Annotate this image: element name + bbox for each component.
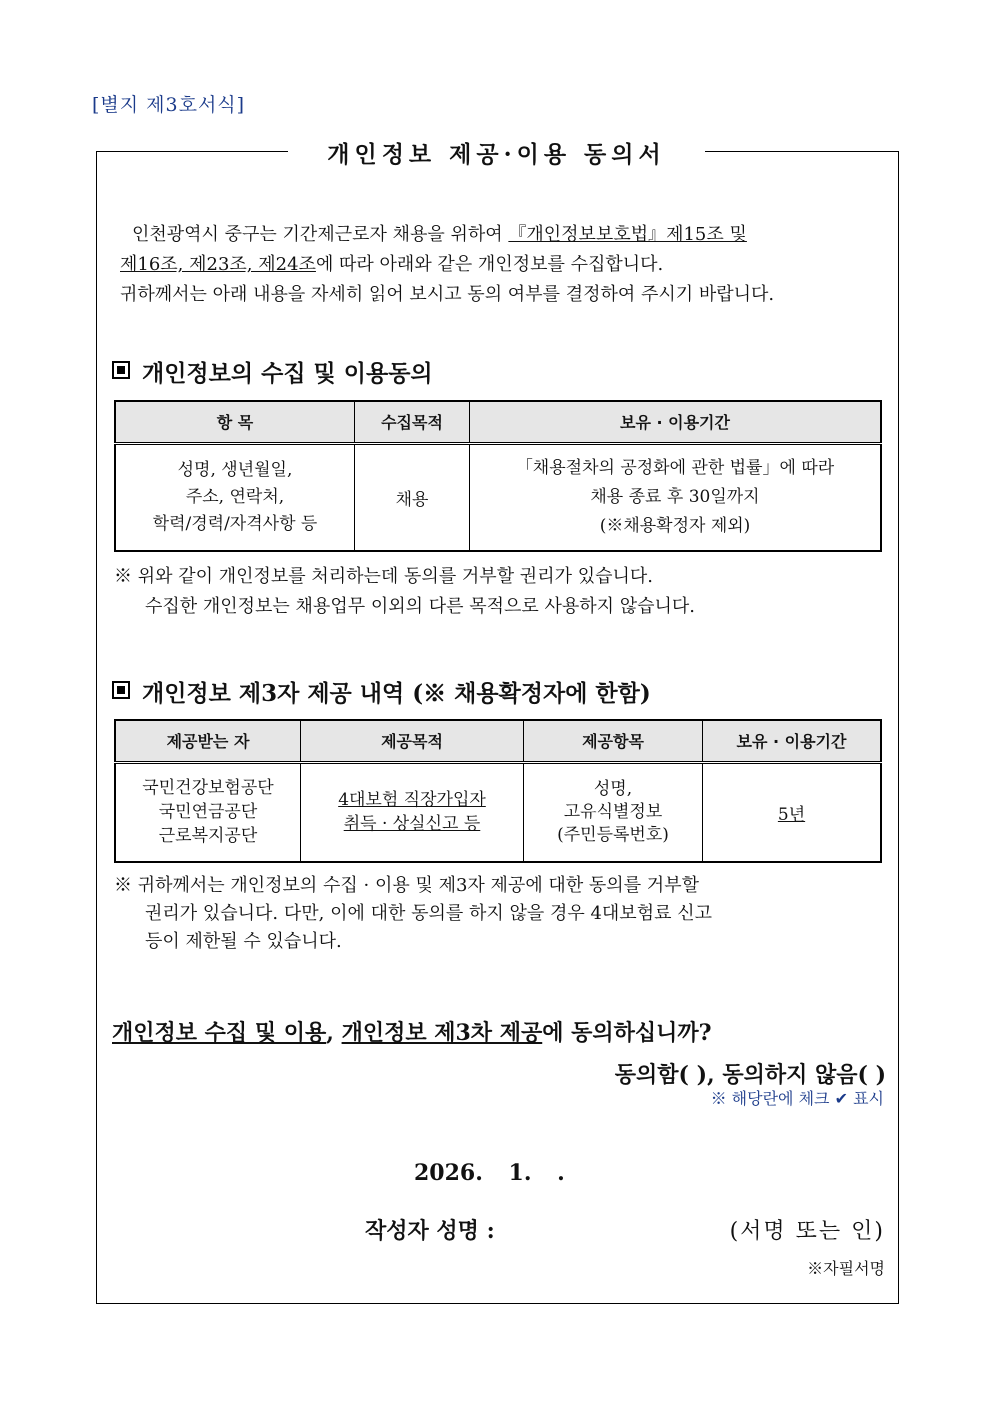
autograph-note: ※자필서명 (807, 1259, 885, 1278)
section2-note: ※ 귀하께서는 개인정보의 수집 · 이용 및 제3자 제공에 대한 동의를 거부할 권리가 있습니다. 다만, 이에 대한 동의를 하지 않을 경우 4대보험료 신고 등이 제한될 수 있습니다. (114, 875, 712, 952)
filled-square-icon (112, 361, 130, 379)
section1-title: 개인정보의 수집 및 이용동의 (112, 355, 433, 388)
law-articles: 제16조, 제23조, 제24조 (120, 254, 316, 275)
frame-top-left-line (96, 151, 288, 152)
frame-top-right-line (705, 151, 899, 152)
consent-options[interactable]: 동의함( ), 동의하지 않음( ) (614, 1062, 886, 1088)
check-instruction: ※ 해당란에 체크 ✔ 표시 (710, 1089, 884, 1108)
retention-period-cell: 「채용절차의 공정화에 관한 법률」에 따라 채용 종료 후 30일까지 (※채용확정자 제외) (470, 443, 882, 551)
section1-note: ※ 위와 같이 개인정보를 처리하는데 동의를 거부할 권리가 있습니다. 수집한 개인정보는 채용업무 이외의 다른 목적으로 사용하지 않습니다. (114, 566, 696, 617)
header-period: 보유 · 이용기간 (470, 401, 882, 443)
third-party-table (114, 719, 882, 863)
law-reference: 『개인정보보호법』제15조 및 (508, 224, 747, 245)
header-items: 항 목 (115, 401, 355, 443)
form-number-label: [별지 제3호서식] (92, 94, 246, 116)
document-date: 2026. 1. . (414, 1160, 565, 1186)
provided-items-cell: 성명, 고유식별정보 (주민등록번호) (524, 762, 703, 862)
header-provision-purpose: 제공목적 (301, 720, 524, 762)
collection-table (114, 400, 882, 552)
section2-title: 개인정보 제3자 제공 내역 (※ 채용확정자에 한함) (112, 675, 651, 708)
signer-label: 작성자 성명 : (365, 1218, 495, 1244)
collection-purpose-cell: 채용 (355, 443, 470, 551)
consent-question: 개인정보 수집 및 이용, 개인정보 제3차 제공에 동의하십니까? (112, 1020, 712, 1046)
document-title: 개인정보 제공·이용 동의서 (327, 141, 666, 168)
header-purpose: 수집목적 (355, 401, 470, 443)
intro-line2-text: 에 따라 아래와 같은 개인정보를 수집합니다. (315, 254, 664, 275)
provision-purpose-cell: 4대보험 직장가입자 취득 · 상실신고 등 (301, 762, 524, 862)
header-provided-items: 제공항목 (524, 720, 703, 762)
intro-line3: 귀하께서는 아래 내용을 자세히 읽어 보시고 동의 여부를 결정하여 주시기 바랍니다. (120, 284, 775, 305)
intro-paragraph (120, 220, 890, 310)
collected-items-cell: 성명, 생년월일, 주소, 연락처, 학력/경력/자격사항 등 (115, 443, 355, 551)
filled-square-icon (112, 681, 130, 699)
header-retention: 보유 · 이용기간 (703, 720, 882, 762)
signature-field[interactable]: (서명 또는 인) (729, 1219, 885, 1244)
header-recipient: 제공받는 자 (115, 720, 301, 762)
recipients-cell: 국민건강보험공단 국민연금공단 근로복지공단 (115, 762, 301, 862)
intro-line1-text: 인천광역시 중구는 기간제근로자 채용을 위하여 (132, 224, 509, 245)
retention-cell: 5년 (703, 762, 882, 862)
